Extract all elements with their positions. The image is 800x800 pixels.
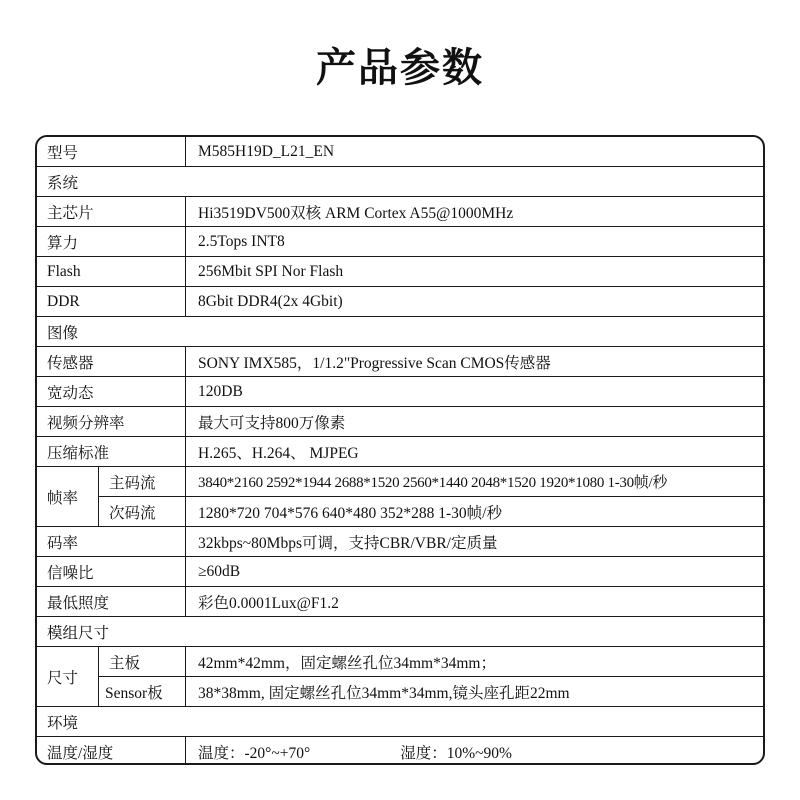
section-environment-label: 环境 <box>47 714 79 732</box>
min-illumination-label: 最低照度 <box>37 587 186 616</box>
temperature-value: 温度：-20°~+70° <box>198 745 311 762</box>
framerate-sub-value: 1280*720 704*576 640*480 352*288 1-30帧/秒 <box>198 504 502 522</box>
framerate-main-value: 3840*2160 2592*1944 2688*1520 2560*1440 2048*1520 1920*1080 1-30帧/秒 <box>198 475 668 491</box>
row-environment <box>37 737 763 765</box>
row-codec <box>37 437 763 467</box>
size-main-value: 42mm*42mm，固定螺丝孔位34mm*34mm； <box>198 654 496 672</box>
model-label: 型号 <box>37 137 186 166</box>
section-environment <box>37 707 763 737</box>
row-resolution <box>37 407 763 437</box>
model-value: M585H19D_L21_EN <box>198 142 335 160</box>
snr-value: ≥60dB <box>198 562 241 580</box>
row-size-sensor <box>37 677 763 707</box>
size-main-label: 主板 <box>99 647 186 676</box>
section-system-label: 系统 <box>47 174 79 192</box>
row-sensor <box>37 347 763 377</box>
flash-label: Flash <box>37 257 186 286</box>
environment-label: 温度/湿度 <box>37 737 186 765</box>
ddr-value: 8Gbit DDR4(2x 4Gbit) <box>198 292 343 310</box>
sensor-value: SONY IMX585，1/1.2"Progressive Scan CMOS传感器 <box>198 354 551 372</box>
bitrate-label: 码率 <box>37 527 186 556</box>
bitrate-value: 32kbps~80Mbps可调，支持CBR/VBR/定质量 <box>198 534 498 552</box>
row-model <box>37 137 763 167</box>
page-title: 产品参数 <box>316 45 484 91</box>
flash-value: 256Mbit SPI Nor Flash <box>198 262 344 280</box>
sensor-label: 传感器 <box>37 347 186 376</box>
wdr-value: 120DB <box>198 382 243 400</box>
resolution-value: 最大可支持800万像素 <box>198 414 346 432</box>
section-system <box>37 167 763 197</box>
section-image-label: 图像 <box>47 324 79 342</box>
environment-value <box>186 737 763 765</box>
codec-value: H.265、H.264、 MJPEG <box>198 444 359 462</box>
row-soc <box>37 197 763 227</box>
size-group-label: 尺寸 <box>37 647 99 707</box>
size-sensor-value: 38*38mm, 固定螺丝孔位34mm*34mm,镜头座孔距22mm <box>198 684 570 702</box>
snr-label: 信噪比 <box>37 557 186 586</box>
row-snr <box>37 557 763 587</box>
resolution-label: 视频分辨率 <box>37 407 186 436</box>
row-size-main <box>37 647 763 677</box>
section-module <box>37 617 763 647</box>
framerate-sub-label: 次码流 <box>99 497 186 526</box>
humidity-value: 湿度：10%~90% <box>400 745 512 762</box>
row-ddr <box>37 287 763 317</box>
section-module-label: 模组尺寸 <box>47 624 110 642</box>
row-wdr <box>37 377 763 407</box>
row-bitrate <box>37 527 763 557</box>
framerate-main-label: 主码流 <box>99 467 186 496</box>
min-illumination-value: 彩色0.0001Lux@F1.2 <box>198 594 339 612</box>
soc-value: Hi3519DV500双核 ARM Cortex A55@1000MHz <box>198 204 514 222</box>
compute-label: 算力 <box>37 227 186 256</box>
framerate-group-label: 帧率 <box>37 467 99 527</box>
row-compute <box>37 227 763 257</box>
compute-value: 2.5Tops INT8 <box>198 232 285 250</box>
codec-label: 压缩标准 <box>37 437 186 466</box>
size-sensor-label: Sensor板 <box>99 677 186 706</box>
row-min-illumination <box>37 587 763 617</box>
row-flash <box>37 257 763 287</box>
spec-table <box>35 135 765 765</box>
row-framerate-main <box>37 467 763 497</box>
section-image <box>37 317 763 347</box>
wdr-label: 宽动态 <box>37 377 186 406</box>
ddr-label: DDR <box>37 287 186 316</box>
soc-label: 主芯片 <box>37 197 186 226</box>
row-framerate-sub <box>37 497 763 527</box>
